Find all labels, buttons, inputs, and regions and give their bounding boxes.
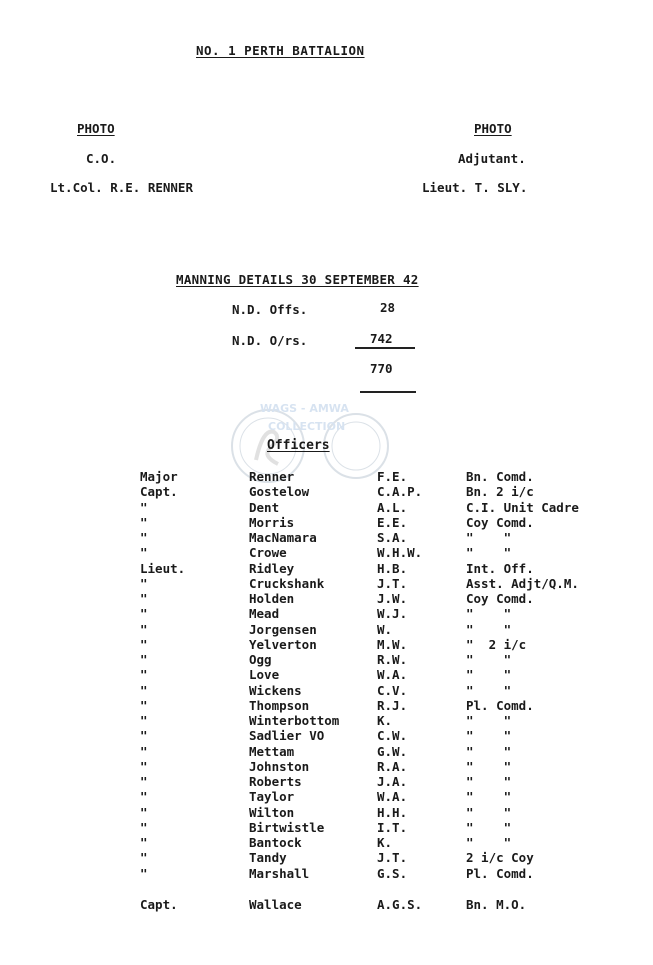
page-title: NO. 1 PERTH BATTALION: [196, 43, 365, 58]
officer-surname: Dent: [249, 499, 280, 515]
officer-row: [0, 850, 653, 865]
officer-surname: Wickens: [249, 682, 302, 698]
officer-role: " ": [466, 682, 512, 698]
officer-surname: Thompson: [249, 697, 310, 713]
officer-surname: MacNamara: [249, 530, 317, 545]
manning-value-offs: 28: [380, 300, 396, 315]
officer-role: " ": [466, 667, 512, 683]
officer-rank: ": [140, 682, 148, 698]
officer-rank: ": [140, 636, 148, 652]
officer-rank: Major: [140, 469, 178, 484]
officer-role: " ": [466, 545, 512, 561]
officer-surname: Jorgensen: [249, 621, 317, 637]
officer-surname: Yelverton: [249, 636, 317, 652]
sum-rule: [355, 347, 415, 349]
officer-row: [0, 561, 653, 576]
officer-role: " ": [466, 606, 512, 622]
officer-row: [0, 576, 653, 591]
officer-rank: ": [140, 835, 148, 850]
officer-role: " ": [466, 728, 512, 744]
officer-role: Coy Comd.: [466, 514, 534, 530]
officer-rank: Capt.: [140, 484, 178, 500]
officer-role: Pl. Comd.: [466, 697, 534, 713]
officer-surname: Birtwistle: [249, 819, 325, 835]
officer-role: Bn. 2 i/c: [466, 484, 534, 500]
officer-rank: ": [140, 667, 148, 683]
officer-surname: Love: [249, 667, 280, 683]
officer-initials: J.W.: [377, 591, 408, 606]
officer-initials: R.W.: [377, 652, 408, 667]
officer-surname: Holden: [249, 591, 295, 606]
officer-initials: G.S.: [377, 865, 408, 881]
officer-row: [0, 530, 653, 545]
officer-surname: Mettam: [249, 743, 295, 759]
officer-rank: ": [140, 591, 148, 606]
officer-rank: ": [140, 758, 148, 774]
officer-row: [0, 728, 653, 743]
officer-role: " ": [466, 758, 512, 774]
officer-initials: J.T.: [377, 850, 408, 866]
officer-row: [0, 591, 653, 606]
watermark-line2: COLLECTION: [268, 420, 346, 433]
officer-surname: Marshall: [249, 865, 310, 881]
officer-initials: G.W.: [377, 743, 408, 759]
officer-row: [0, 820, 653, 835]
officer-row: [0, 469, 653, 484]
officer-initials: R.A.: [377, 758, 408, 774]
officer-surname: Tandy: [249, 850, 287, 866]
officer-initials: W.A.: [377, 667, 408, 683]
officer-role: Bn. M.O.: [466, 897, 527, 912]
manning-label-ors: N.D. O/rs.: [232, 333, 308, 348]
officer-surname: Johnston: [249, 758, 310, 774]
officer-initials: I.T.: [377, 819, 408, 835]
officer-role: " ": [466, 804, 512, 820]
officer-row: [0, 744, 653, 759]
officer-surname: Sadlier VO: [249, 728, 325, 744]
officer-surname: Ridley: [249, 560, 295, 576]
officer-role: " ": [466, 819, 512, 835]
officer-row: [0, 713, 653, 728]
officer-initials: H.B.: [377, 560, 408, 576]
officer-role: Pl. Comd.: [466, 865, 534, 881]
officer-row: [0, 606, 653, 621]
officer-initials: R.J.: [377, 697, 408, 713]
officer-initials: C.A.P.: [377, 484, 423, 500]
officer-initials: C.W.: [377, 728, 408, 744]
officer-rank: ": [140, 713, 148, 728]
officer-initials: K.: [377, 713, 393, 728]
officer-row: [0, 805, 653, 820]
officer-rank: ": [140, 652, 148, 667]
officer-rank: ": [140, 606, 148, 622]
manning-heading: MANNING DETAILS 30 SEPTEMBER 42: [176, 272, 419, 287]
officer-row: [0, 637, 653, 652]
officer-role: " ": [466, 530, 512, 545]
adjutant-name: Lieut. T. SLY.: [422, 180, 528, 195]
officer-row: [0, 698, 653, 713]
officers-heading: Officers: [267, 438, 330, 453]
officer-surname: Gostelow: [249, 484, 310, 500]
officer-row: [0, 500, 653, 515]
officer-role: " ": [466, 621, 512, 637]
officer-rank: ": [140, 545, 148, 561]
officer-initials: E.E.: [377, 514, 408, 530]
officer-row: [0, 866, 653, 881]
manning-total: 770: [370, 361, 393, 376]
manning-value-ors: 742: [370, 331, 393, 346]
officer-row: [0, 652, 653, 667]
officer-row: [0, 774, 653, 789]
officer-surname: Renner: [249, 469, 295, 484]
officer-role: " ": [466, 835, 512, 850]
officer-initials: K.: [377, 835, 393, 850]
officer-initials: J.A.: [377, 774, 408, 789]
officer-row: [0, 667, 653, 682]
co-name: Lt.Col. R.E. RENNER: [50, 180, 193, 195]
officer-role: " ": [466, 652, 512, 667]
officer-role: C.I. Unit Cadre: [466, 499, 579, 515]
photo-label-co: PHOTO: [77, 121, 115, 136]
officer-role: " ": [466, 713, 512, 728]
officer-surname: Bantock: [249, 835, 302, 850]
total-rule: [360, 391, 416, 393]
officer-rank: Capt.: [140, 897, 178, 912]
officer-surname: Roberts: [249, 774, 302, 789]
officer-role: " ": [466, 789, 512, 805]
adjutant-role: Adjutant.: [458, 151, 526, 166]
officer-rank: ": [140, 819, 148, 835]
officer-rank: Lieut.: [140, 560, 186, 576]
officer-rank: ": [140, 697, 148, 713]
officer-role: " ": [466, 743, 512, 759]
officer-initials: A.G.S.: [377, 897, 423, 912]
officer-row: [0, 683, 653, 698]
officer-initials: W.A.: [377, 789, 408, 805]
officer-surname: Mead: [249, 606, 280, 622]
officer-rank: ": [140, 621, 148, 637]
officer-surname: Crowe: [249, 545, 287, 561]
officer-rank: ": [140, 789, 148, 805]
watermark-line1: WAGS - AMWA: [260, 402, 349, 415]
officer-rank: ": [140, 514, 148, 530]
officer-initials: M.W.: [377, 636, 408, 652]
officer-row: [0, 515, 653, 530]
officer-surname: Wallace: [249, 897, 302, 912]
officer-row: [0, 484, 653, 499]
officer-surname: Wilton: [249, 804, 295, 820]
officer-role: Bn. Comd.: [466, 469, 534, 484]
photo-label-adjutant: PHOTO: [474, 121, 512, 136]
officer-rank: ": [140, 499, 148, 515]
officer-role: " ": [466, 774, 512, 789]
officer-role: " 2 i/c: [466, 636, 527, 652]
officer-initials: J.T.: [377, 575, 408, 591]
officer-role: Asst. Adjt/Q.M.: [466, 575, 579, 591]
co-role: C.O.: [86, 151, 117, 166]
officer-rank: ": [140, 575, 148, 591]
officer-rank: ": [140, 804, 148, 820]
officer-rank: ": [140, 774, 148, 789]
officer-surname: Ogg: [249, 652, 272, 667]
officer-initials: C.V.: [377, 682, 408, 698]
officer-rank: ": [140, 530, 148, 545]
officer-initials: W.H.W.: [377, 545, 423, 561]
manning-label-offs: N.D. Offs.: [232, 302, 308, 317]
officer-initials: F.E.: [377, 469, 408, 484]
officer-row: [0, 759, 653, 774]
officer-rank: ": [140, 728, 148, 744]
officer-rank: ": [140, 743, 148, 759]
officer-rank: ": [140, 850, 148, 866]
officer-row: [0, 545, 653, 560]
officer-row: [0, 789, 653, 804]
final-officer-row: [0, 897, 653, 912]
officer-rank: ": [140, 865, 148, 881]
officer-surname: Winterbottom: [249, 713, 340, 728]
officer-surname: Morris: [249, 514, 295, 530]
officer-initials: S.A.: [377, 530, 408, 545]
officer-initials: W.J.: [377, 606, 408, 622]
officer-row: [0, 622, 653, 637]
officer-surname: Taylor: [249, 789, 295, 805]
officer-role: Coy Comd.: [466, 591, 534, 606]
officer-initials: A.L.: [377, 499, 408, 515]
officer-row: [0, 835, 653, 850]
officer-role: 2 i/c Coy: [466, 850, 534, 866]
officer-role: Int. Off.: [466, 560, 534, 576]
officer-initials: H.H.: [377, 804, 408, 820]
officer-surname: Cruckshank: [249, 575, 325, 591]
officer-initials: W.: [377, 621, 393, 637]
